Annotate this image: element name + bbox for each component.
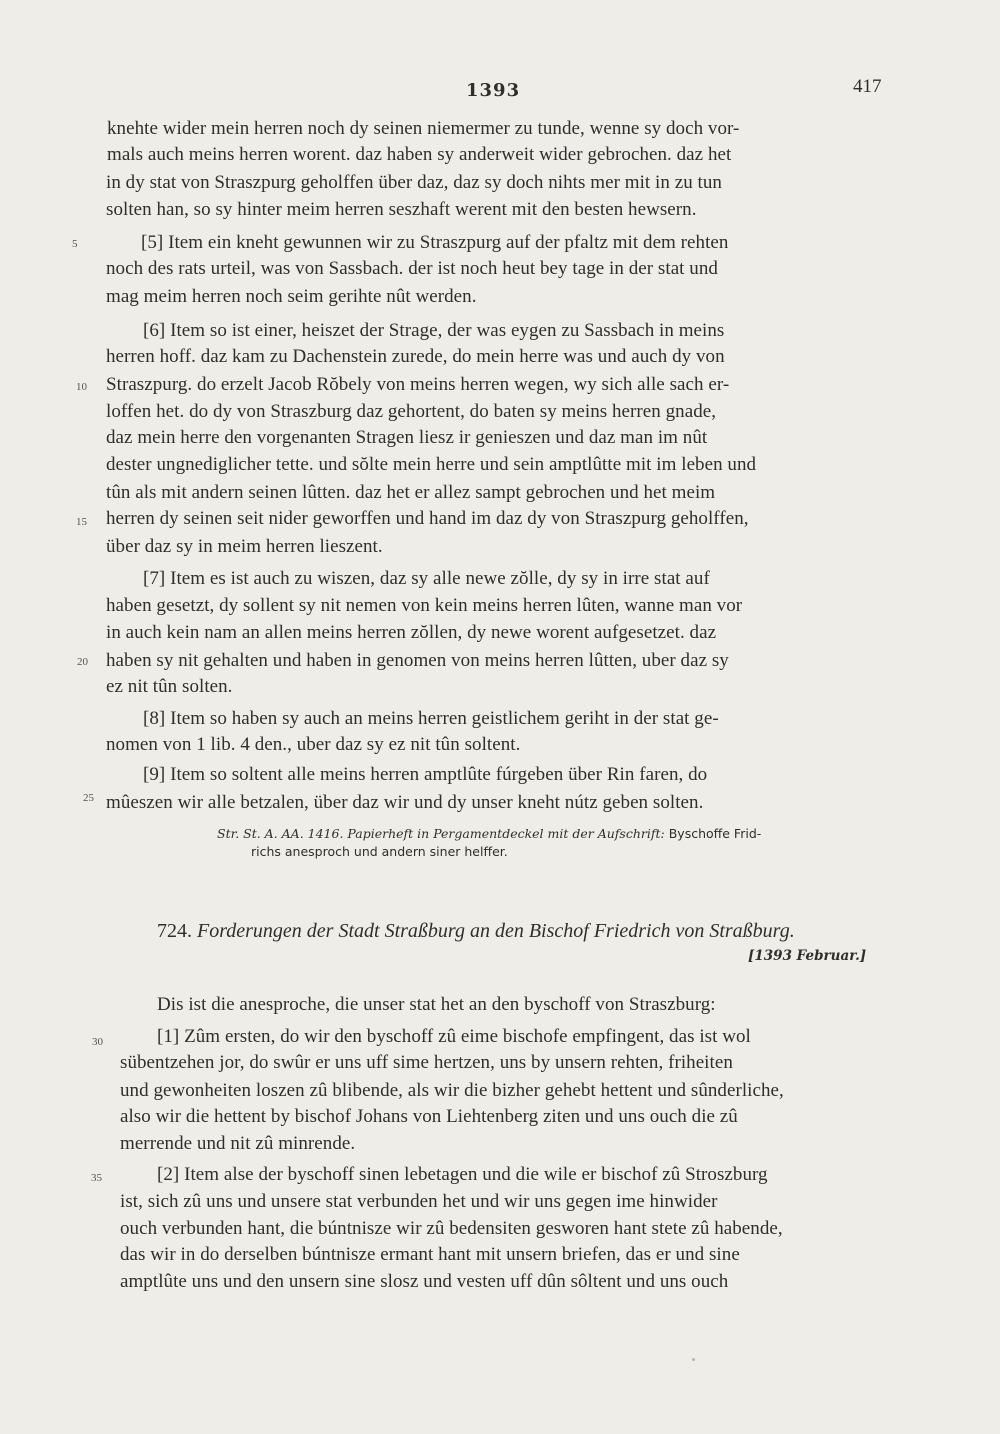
source-note-line-1: [217, 826, 761, 841]
text-line: haben sy nit gehalten und haben in genomen von meins herren lûtten, uber daz sy: [106, 650, 729, 671]
text-line: [8] Item so haben sy auch an meins herren geistlichem geriht in der stat ge-: [143, 708, 719, 729]
paper-speck: [692, 1358, 695, 1361]
line-number: 35: [91, 1172, 102, 1184]
text-line: ouch verbunden hant, die búntnisze wir zû bedensiten gesworen hant stete zû habende,: [120, 1218, 783, 1239]
text-line: sübentzehen jor, do swûr er uns uff sime hertzen, uns by unsern rehten, friheiten: [120, 1052, 733, 1073]
text-line: haben gesetzt, dy sollent sy nit nemen von kein meins herren lûten, wanne man vor: [106, 595, 743, 616]
text-line: [1] Zûm ersten, do wir den byschoff zû eime bischofe empfingent, das ist wol: [157, 1026, 751, 1047]
text-line: in auch kein nam an allen meins herren zŏllen, dy newe worent aufgesetzet. daz: [106, 622, 717, 643]
line-number: 20: [77, 656, 88, 668]
running-head-year: 1393: [466, 80, 521, 101]
page-number: 417: [853, 76, 882, 97]
text-line: nomen von 1 lib. 4 den., uber daz sy ez nit tûn soltent.: [106, 734, 521, 755]
source-note-line-2: richs anesproch und andern siner helffer.: [251, 844, 508, 859]
text-line: [9] Item so soltent alle meins herren amptlûte fúrgeben über Rin faren, do: [143, 764, 708, 785]
document-number: 724.: [157, 920, 192, 942]
text-line: dester ungnediglicher tette. und sŏlte mein herre und sein amptlûtte mit im leben und: [106, 454, 757, 475]
text-line: also wir die hettent by bischof Johans von Liehtenberg ziten und uns ouch die zû: [120, 1106, 738, 1127]
line-number: 15: [76, 516, 87, 528]
text-line: herren dy seinen seit nider geworffen und hand im daz dy von Straszpurg geholffen,: [106, 508, 749, 529]
source-inscription: Byschoffe Frid-: [668, 826, 762, 841]
text-line: mag meim herren noch seim gerihte nût werden.: [106, 286, 477, 307]
line-number: 10: [76, 381, 87, 393]
text-line: [6] Item so ist einer, heiszet der Strage, der was eygen zu Sassbach in meins: [143, 320, 725, 341]
text-line: herren hoff. daz kam zu Dachenstein zurede, do mein herre was und auch dy von: [106, 346, 725, 367]
text-line: über daz sy in meim herren lieszent.: [106, 536, 383, 557]
text-line: loffen het. do dy von Straszburg daz gehortent, do baten sy meins herren gnade,: [106, 401, 717, 422]
text-line: Dis ist die anesproche, die unser stat het an den byschoff von Straszburg:: [157, 994, 716, 1015]
text-line: mals auch meins herren worent. daz haben sy anderweit wider gebrochen. daz het: [107, 144, 732, 165]
line-number: 30: [92, 1036, 103, 1048]
text-line: [7] Item es ist auch zu wiszen, daz sy alle newe zŏlle, dy sy in irre stat auf: [143, 568, 710, 589]
source-description: Papierheft in Pergamentdeckel mit der Aufschrift:: [347, 826, 665, 841]
text-line: Straszpurg. do erzelt Jacob Rŏbely von meins herren wegen, wy sich alle sach er-: [106, 374, 730, 395]
text-line: [5] Item ein kneht gewunnen wir zu Straszpurg auf der pfaltz mit dem rehten: [141, 232, 729, 253]
line-number: 5: [72, 238, 78, 250]
document-date: [1393 Februar.]: [748, 948, 867, 964]
text-line: und gewonheiten loszen zû blibende, als wir die bizher gehebt hettent und sûnderliche,: [120, 1080, 784, 1101]
text-line: [2] Item alse der byschoff sinen lebetagen und die wile er bischof zû Stroszburg: [157, 1164, 768, 1185]
document-heading: [157, 920, 795, 943]
text-line: amptlûte uns und den unsern sine slosz und vesten uff dûn sôltent und uns ouch: [120, 1271, 729, 1292]
text-line: mûeszen wir alle betzalen, über daz wir und dy unser kneht nútz geben solten.: [106, 792, 704, 813]
text-line: ez nit tûn solten.: [106, 676, 233, 697]
text-line: tûn als mit andern seinen lûtten. daz het er allez sampt gebrochen und het meim: [106, 482, 716, 503]
text-line: knehte wider mein herren noch dy seinen niemermer zu tunde, wenne sy doch vor-: [107, 118, 740, 139]
text-line: daz mein herre den vorgenanten Stragen liesz ir genieszen und daz man im nût: [106, 427, 708, 448]
text-line: das wir in do derselben búntnisze ermant hant mit unsern briefen, das er und sine: [120, 1244, 740, 1265]
text-line: ist, sich zû uns und unsere stat verbunden het und wir uns gegen ime hinwider: [120, 1191, 718, 1212]
text-line: solten han, so sy hinter meim herren seszhaft werent mit den besten hewsern.: [106, 199, 697, 220]
source-reference: Str. St. A. AA. 1416.: [217, 826, 344, 841]
text-line: noch des rats urteil, was von Sassbach. der ist noch heut bey tage in der stat und: [106, 258, 718, 279]
text-line: in dy stat von Straszpurg geholffen über daz, daz sy doch nihts mer mit in zu tun: [106, 172, 722, 193]
document-title: Forderungen der Stadt Straßburg an den Bischof Friedrich von Straßburg.: [197, 920, 795, 942]
text-line: merrende und nit zû minrende.: [120, 1133, 356, 1154]
line-number: 25: [83, 792, 94, 804]
